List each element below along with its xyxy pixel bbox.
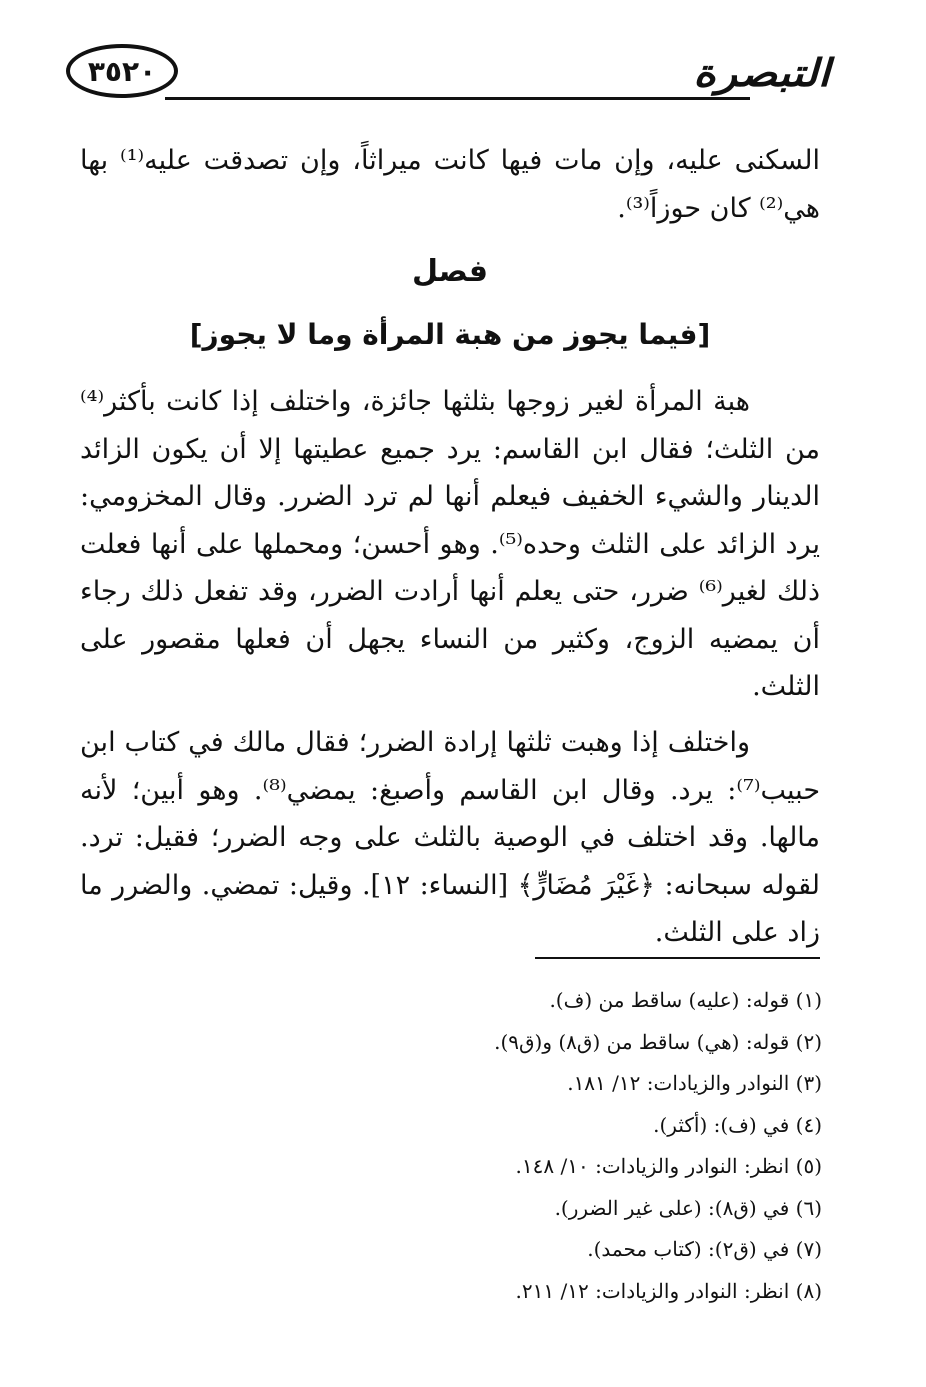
footnote-2: (٢) قوله: (هي) ساقط من (ق٨) و(ق٩). (494, 1029, 822, 1054)
footnote-7: (٧) في (ق٢): (كتاب محمد). (587, 1237, 822, 1261)
footnote-8: (٨) انظر: النوادر والزيادات: ١٢/ ٢١١. (515, 1278, 822, 1303)
footnote-6: (٦) في (ق٨): (على غير الضرر). (554, 1195, 822, 1220)
footnote-3: (٣) النوادر والزيادات: ١٢/ ١٨١. (567, 1071, 822, 1095)
footnote-separator (535, 957, 820, 959)
footnote-4: (٤) في (ف): (أكثر). (653, 1112, 822, 1137)
footnote-5: (٥) انظر: النوادر والزيادات: ١٠/ ١٤٨. (515, 1154, 822, 1178)
intro-paragraph: السكنى عليه، وإن مات فيها كانت ميراثاً، وإن تصدقت عليه⁽¹⁾ بها هي⁽²⁾ كان حوزاً⁽³⁾. (80, 145, 820, 224)
footnotes-list (82, 980, 822, 1312)
page-header (70, 50, 830, 120)
section-heading: فصل (412, 254, 488, 289)
footnote-1: (١) قوله: (عليه) ساقط من (ف). (549, 988, 822, 1012)
page-number: ٣٥٢٠ (66, 44, 178, 98)
paragraph-1: هبة المرأة لغير زوجها بثلثها جائزة، واختلف إذا كانت بأكثر⁽⁴⁾ من الثلث؛ فقال ابن القاسم: يرد جميع عطيتها إلا أن يكون الزائد الدينار والشيء الخفيف فيعلم أنها لم ترد الضرر. وقال المخزومي: يرد الزائد على الثلث وحده⁽⁵⁾. وهو أحسن؛ ومحملها على أنها فعلت ذلك لغير⁽⁶⁾ ضرر، حتى يعلم أنها أرادت الضرر، وقد تفعل ذلك رجاء أن يمضيه الزوج، وكثير من النساء يجهل أن فعلها مقصور على الثلث. (80, 386, 820, 702)
paragraph-2: واختلف إذا وهبت ثلثها إرادة الضرر؛ فقال مالك في كتاب ابن حبيب⁽⁷⁾: يرد. وقال ابن القاسم وأصبغ: يمضي⁽⁸⁾. وهو أبين؛ لأنه مالها. وقد اختلف في الوصية بالثلث على وجه الضرر؛ فقيل: ترد. لقوله سبحانه: ﴿غَيْرَ مُضَارٍّ﴾ [النساء: ١٢]. وقيل: تمضي. والضرر ما زاد على الثلث. (80, 727, 821, 948)
book-title-logo: التبصرة (693, 50, 830, 95)
header-rule (165, 97, 750, 100)
section-title: [فيما يجوز من هبة المرأة وما لا يجوز] (189, 318, 711, 351)
